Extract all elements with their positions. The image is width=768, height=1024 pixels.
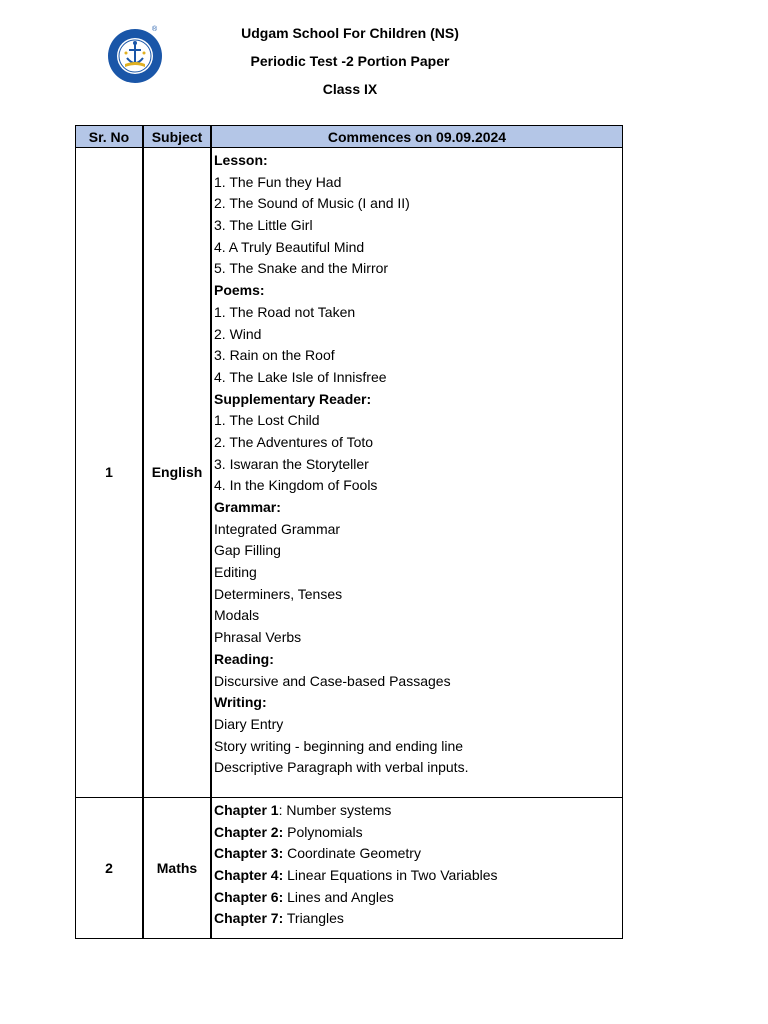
- portion-line: [214, 345, 622, 367]
- portion-line-bold: Chapter 1: [214, 801, 279, 818]
- portion-line-bold: Grammar:: [214, 499, 281, 515]
- portion-cell: [211, 148, 623, 798]
- portion-line: [214, 908, 622, 930]
- portion-line: [214, 237, 622, 259]
- portion-line: [214, 193, 622, 215]
- portion-line-bold: Chapter 2:: [214, 823, 284, 840]
- portion-line-bold: Supplementary Reader:: [214, 390, 372, 407]
- portion-line: [214, 410, 622, 432]
- portion-line-text: Descriptive Paragraph with verbal inputs.: [214, 759, 469, 776]
- portion-line-text: 4. The Lake Isle of Innisfree: [214, 368, 387, 385]
- portion-line-text: Lines and Angles: [283, 888, 394, 905]
- portion-line: [214, 454, 622, 476]
- portion-line-text: Triangles: [283, 910, 344, 927]
- portion-line-bold: Chapter 3:: [214, 845, 284, 862]
- portion-line-bold: Writing:: [214, 694, 267, 711]
- portion-table: [75, 125, 623, 939]
- portion-line-text: 2. The Adventures of Toto: [214, 433, 374, 450]
- portion-line-text: 1. The Road not Taken: [214, 303, 356, 320]
- portion-line-text: Discursive and Case-based Passages: [214, 672, 451, 689]
- portion-line-text: Phrasal Verbs: [214, 629, 302, 646]
- portion-line: [214, 324, 622, 346]
- portion-line: [214, 540, 622, 562]
- subject-cell: English: [143, 148, 211, 798]
- sr-number-cell: 2: [76, 797, 144, 938]
- portion-line-text: Coordinate Geometry: [283, 845, 421, 862]
- sr-number-cell: 1: [76, 148, 144, 798]
- portion-line: [214, 714, 622, 736]
- column-header-sr: Sr. No: [76, 126, 144, 148]
- portion-line: [214, 843, 622, 865]
- portion-line: [214, 692, 622, 714]
- portion-line-text: Diary Entry: [214, 715, 284, 732]
- portion-line-text: 2. Wind: [214, 325, 262, 342]
- portion-line: [214, 671, 622, 693]
- portion-line-text: 3. Iswaran the Storyteller: [214, 455, 369, 472]
- portion-line-text: : Number systems: [278, 801, 392, 818]
- portion-line-bold: Chapter 6:: [214, 888, 284, 905]
- portion-line: [214, 800, 622, 822]
- paper-title: Periodic Test -2 Portion Paper: [250, 53, 450, 69]
- portion-line-text: 1. The Lost Child: [214, 412, 320, 429]
- portion-line: [214, 736, 622, 758]
- portion-line-text: Gap Filling: [214, 542, 281, 559]
- portion-line: [214, 475, 622, 497]
- portion-line-text: 1. The Fun they Had: [214, 173, 342, 190]
- portion-line-text: 3. Rain on the Roof: [214, 347, 335, 364]
- portion-line: [214, 822, 622, 844]
- portion-line: [214, 389, 622, 411]
- class-label: Class IX: [322, 81, 378, 97]
- portion-line: [214, 519, 622, 541]
- portion-line: [214, 215, 622, 237]
- portion-line: [214, 605, 622, 627]
- portion-line: [214, 584, 622, 606]
- portion-line: [214, 302, 622, 324]
- portion-line-bold: Poems:: [214, 282, 265, 299]
- portion-line: [214, 757, 622, 779]
- portion-line-text: 5. The Snake and the Mirror: [214, 260, 389, 277]
- portion-line: [214, 432, 622, 454]
- portion-line-bold: Reading:: [214, 650, 274, 667]
- portion-line-text: 2. The Sound of Music (I and II): [214, 195, 410, 212]
- portion-line: [214, 497, 622, 519]
- portion-line: [214, 150, 622, 172]
- column-header-subject: Subject: [143, 126, 211, 148]
- portion-line: [214, 172, 622, 194]
- portion-line-text: 4. In the Kingdom of Fools: [214, 477, 378, 494]
- portion-line-text: Determiners, Tenses: [214, 585, 343, 602]
- portion-line-bold: Chapter 7:: [214, 910, 284, 927]
- portion-line-text: Modals: [214, 607, 260, 624]
- table-row: [76, 148, 623, 798]
- table-row: [76, 797, 623, 938]
- table-header-row: [76, 126, 623, 148]
- portion-cell: [211, 797, 623, 938]
- portion-line-text: Story writing - beginning and ending line: [214, 737, 464, 754]
- portion-line-text: Polynomials: [283, 823, 363, 840]
- school-name: Udgam School For Children (NS): [241, 25, 459, 41]
- portion-line: [214, 258, 622, 280]
- portion-line-text: Integrated Grammar: [214, 520, 341, 537]
- portion-line-text: 3. The Little Girl: [214, 217, 313, 234]
- portion-line: [214, 887, 622, 909]
- portion-line: [214, 562, 622, 584]
- registered-mark: ®: [152, 26, 158, 33]
- portion-line: [214, 627, 622, 649]
- school-logo: [107, 28, 163, 84]
- subject-cell: Maths: [143, 797, 211, 938]
- portion-line-text: Editing: [214, 564, 257, 581]
- portion-line: [214, 649, 622, 671]
- portion-line: [214, 367, 622, 389]
- column-header-portion: Commences on 09.09.2024: [211, 126, 623, 148]
- portion-line: [214, 865, 622, 887]
- portion-line-text: Linear Equations in Two Variables: [283, 867, 498, 883]
- portion-line: [214, 280, 622, 302]
- portion-line-text: 4. A Truly Beautiful Mind: [214, 238, 365, 255]
- portion-line-bold: Lesson:: [214, 152, 268, 168]
- document-header: [200, 22, 500, 106]
- portion-line-bold: Chapter 4:: [214, 867, 284, 883]
